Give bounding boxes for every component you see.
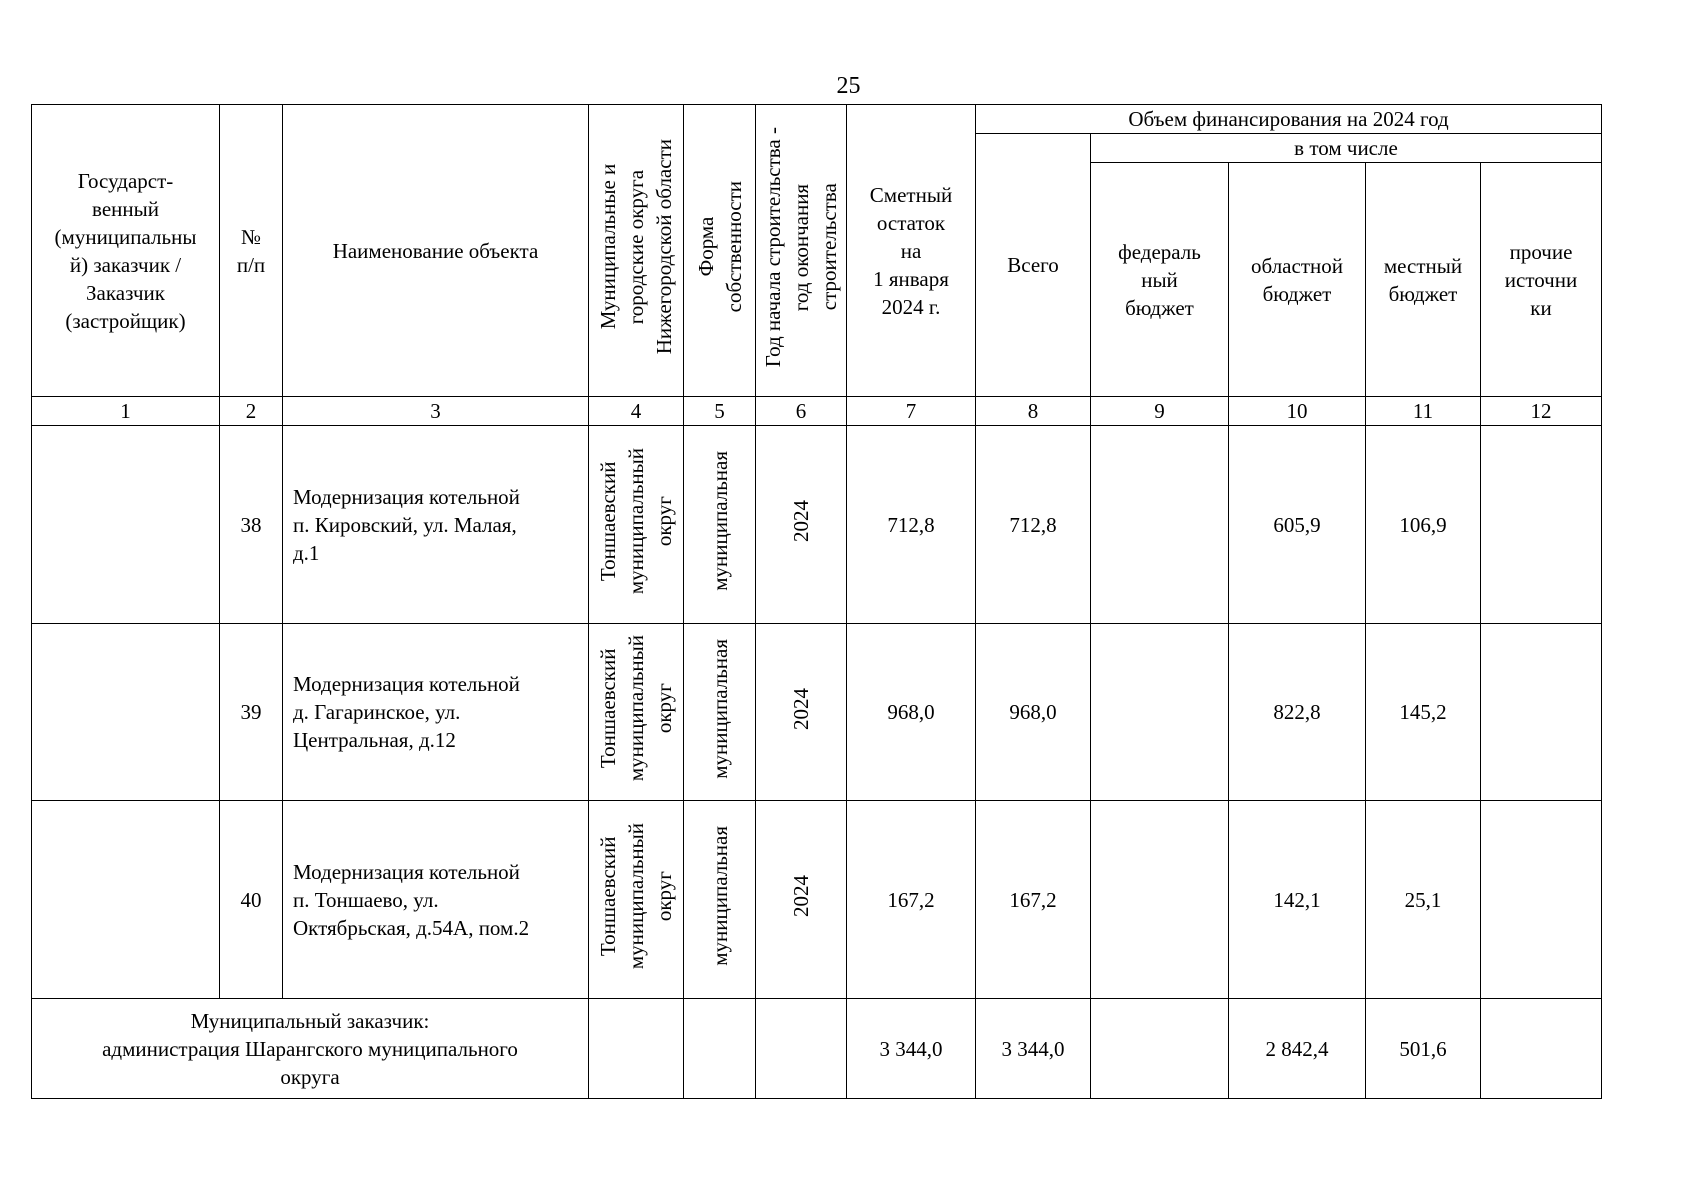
row-total: 968,0 <box>976 624 1091 801</box>
row-other <box>1481 426 1602 624</box>
header-federal: федераль ный бюджет <box>1091 163 1229 397</box>
row-years: 2024 <box>756 624 847 801</box>
summary-other <box>1481 999 1602 1099</box>
header-including: в том числе <box>1091 134 1602 163</box>
row-federal <box>1091 624 1229 801</box>
header-municipality: Муниципальные и городские округа Нижегородской области <box>589 105 684 397</box>
table-row <box>32 624 1602 801</box>
row-ownership: муниципальная <box>684 426 756 624</box>
row-estimate: 712,8 <box>847 426 976 624</box>
header-ownership: Форма собственности <box>684 105 756 397</box>
row-regional: 822,8 <box>1229 624 1366 801</box>
summary-ownership <box>684 999 756 1099</box>
row-customer <box>32 426 220 624</box>
table-row <box>32 426 1602 624</box>
summary-years <box>756 999 847 1099</box>
summary-label: Муниципальный заказчик: администрация Шарангского муниципального округа <box>32 999 589 1099</box>
summary-federal <box>1091 999 1229 1099</box>
column-number: 11 <box>1366 397 1481 426</box>
column-number: 1 <box>32 397 220 426</box>
column-number: 2 <box>220 397 283 426</box>
page-number: 25 <box>836 73 861 99</box>
column-number: 6 <box>756 397 847 426</box>
row-total: 167,2 <box>976 801 1091 999</box>
row-object-name: Модернизация котельной п. Кировский, ул. Малая, д.1 <box>283 426 589 624</box>
financing-table <box>31 104 1602 1099</box>
row-federal <box>1091 426 1229 624</box>
summary-local: 501,6 <box>1366 999 1481 1099</box>
row-regional: 605,9 <box>1229 426 1366 624</box>
row-other <box>1481 624 1602 801</box>
header-regional: областной бюджет <box>1229 163 1366 397</box>
row-object-name: Модернизация котельной п. Тоншаево, ул. Октябрьская, д.54А, пом.2 <box>283 801 589 999</box>
summary-estimate: 3 344,0 <box>847 999 976 1099</box>
row-ownership: муниципальная <box>684 624 756 801</box>
column-number: 12 <box>1481 397 1602 426</box>
header-total: Всего <box>976 134 1091 397</box>
row-ownership: муниципальная <box>684 801 756 999</box>
row-regional: 142,1 <box>1229 801 1366 999</box>
column-number: 10 <box>1229 397 1366 426</box>
row-estimate: 167,2 <box>847 801 976 999</box>
row-number: 38 <box>220 426 283 624</box>
header-object-name: Наименование объекта <box>283 105 589 397</box>
row-years: 2024 <box>756 426 847 624</box>
row-number: 39 <box>220 624 283 801</box>
column-number: 5 <box>684 397 756 426</box>
header-number: № п/п <box>220 105 283 397</box>
header-local: местный бюджет <box>1366 163 1481 397</box>
row-customer <box>32 624 220 801</box>
row-number: 40 <box>220 801 283 999</box>
header-estimate: Сметный остаток на 1 января 2024 г. <box>847 105 976 397</box>
row-object-name: Модернизация котельной д. Гагаринское, ул. Центральная, д.12 <box>283 624 589 801</box>
summary-row <box>32 999 1602 1099</box>
column-number: 4 <box>589 397 684 426</box>
table-row <box>32 801 1602 999</box>
summary-total: 3 344,0 <box>976 999 1091 1099</box>
row-years: 2024 <box>756 801 847 999</box>
row-municipality: Тоншаевский муниципальный округ <box>589 801 684 999</box>
header-years: Год начала строительства - год окончания строительства <box>756 105 847 397</box>
column-number-row <box>32 397 1602 426</box>
row-local: 145,2 <box>1366 624 1481 801</box>
column-number: 9 <box>1091 397 1229 426</box>
summary-municipality <box>589 999 684 1099</box>
header-customer: Государст- венный (муниципальны й) заказчик / Заказчик (застройщик) <box>32 105 220 397</box>
row-local: 106,9 <box>1366 426 1481 624</box>
header-funding-group: Объем финансирования на 2024 год <box>976 105 1602 134</box>
summary-regional: 2 842,4 <box>1229 999 1366 1099</box>
row-total: 712,8 <box>976 426 1091 624</box>
column-number: 3 <box>283 397 589 426</box>
row-other <box>1481 801 1602 999</box>
row-local: 25,1 <box>1366 801 1481 999</box>
column-number: 7 <box>847 397 976 426</box>
row-estimate: 968,0 <box>847 624 976 801</box>
row-municipality: Тоншаевский муниципальный округ <box>589 426 684 624</box>
row-municipality: Тоншаевский муниципальный округ <box>589 624 684 801</box>
row-customer <box>32 801 220 999</box>
column-number: 8 <box>976 397 1091 426</box>
row-federal <box>1091 801 1229 999</box>
header-other: прочие источни ки <box>1481 163 1602 397</box>
